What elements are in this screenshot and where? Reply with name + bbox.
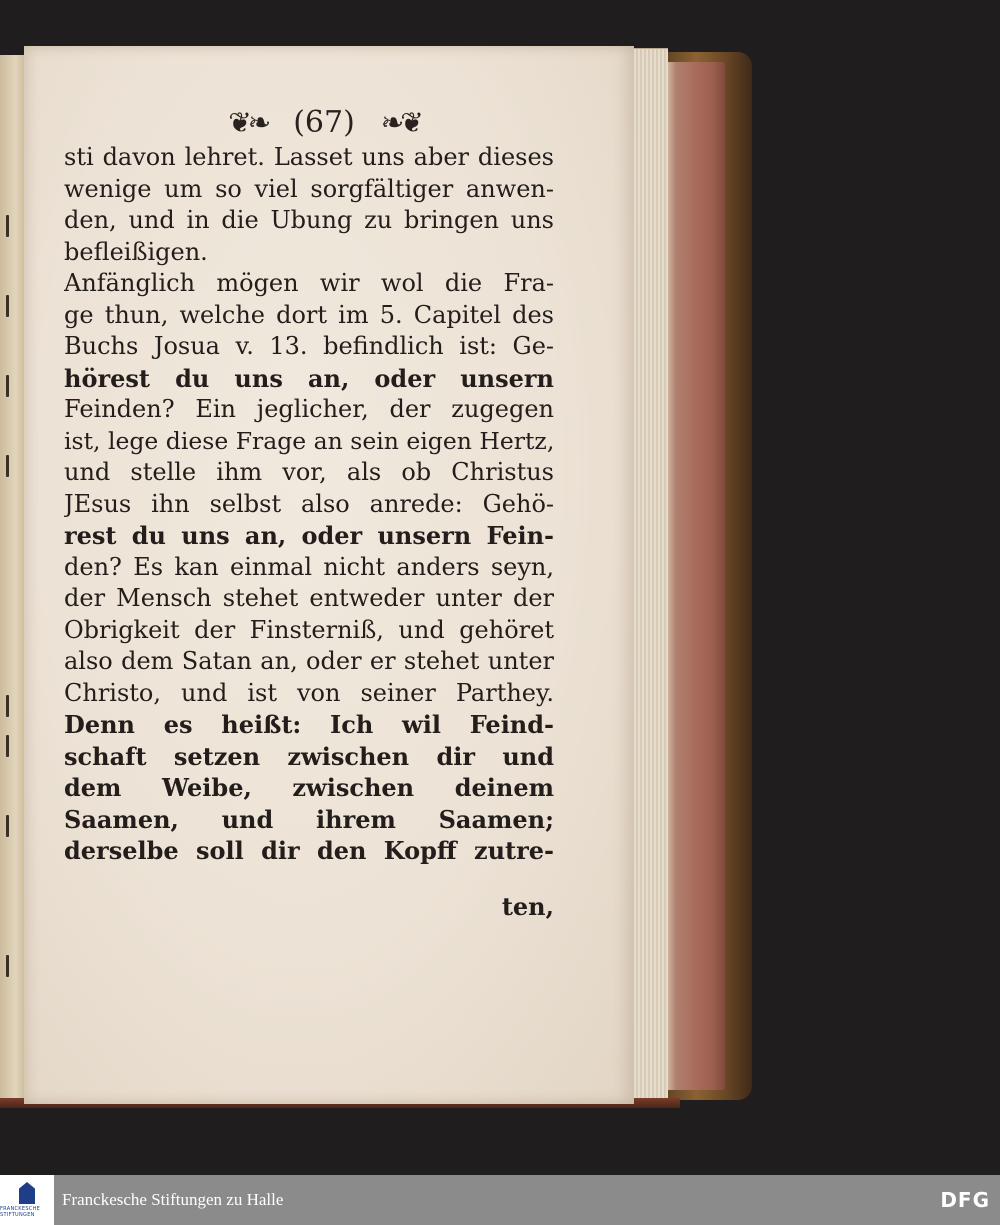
ornament-left-icon: ❦❧: [228, 105, 268, 139]
left-page-edge: [0, 55, 27, 1105]
text-line: ist, lege diese Frage an sein eigen Hertz,: [64, 426, 554, 455]
logo-text: FRANCKESCHE STIFTUNGEN: [0, 1206, 41, 1218]
text-line: derselbe soll dir den Kopff zutre-: [64, 836, 554, 865]
text-line: sti davon lehret. Lasset uns aber dieses: [64, 143, 554, 171]
footer-bar: [0, 1175, 1000, 1225]
text-line: Christo, und ist von seiner Parthey.: [64, 678, 554, 707]
text-line: hörest du uns an, oder unsern: [64, 363, 554, 393]
footer-title[interactable]: Franckesche Stiftungen zu Halle: [62, 1190, 284, 1209]
text-line: Denn es heißt: Ich wil Feind-: [64, 710, 554, 739]
text-line: Buchs Josua v. 13. befindlich ist: Ge-: [64, 332, 554, 360]
left-page-text-traces: [6, 175, 12, 995]
text-line: Obrigkeit der Finsterniß, und gehöret: [64, 615, 554, 644]
text-line: dem Weibe, zwischen deinem: [64, 773, 554, 802]
text-line: Feinden? Ein jeglicher, der zugegen: [64, 395, 554, 423]
dfg-logo[interactable]: DFG: [940, 1188, 990, 1212]
text-line: den? Es kan einmal nicht anders seyn,: [64, 552, 554, 581]
text-line: den, und in die Ubung zu bringen uns: [64, 206, 554, 234]
text-line: ge thun, welche dort im 5. Capitel des: [64, 300, 554, 329]
book-page: [24, 46, 634, 1104]
text-line: Saamen, und ihrem Saamen;: [64, 804, 554, 834]
text-line: schaft setzen zwischen dir und: [64, 741, 554, 771]
text-line: wenige um so viel sorgfältiger anwen-: [64, 174, 554, 203]
text-line: der Mensch stehet entweder unter der: [64, 584, 554, 612]
text-line: Anfänglich mögen wir wol die Fra-: [64, 269, 554, 297]
page-number: (67): [293, 104, 355, 140]
page-body-text: [64, 142, 554, 867]
text-line: und stelle ihm vor, als ob Christus: [64, 458, 554, 486]
page-header: [184, 100, 464, 144]
text-line: JEsus ihn selbst also anrede: Gehö-: [64, 489, 554, 518]
ornament-right-icon: ❧❦: [380, 105, 420, 139]
fore-edge: [665, 62, 725, 1090]
catchword: ten,: [501, 892, 554, 921]
text-line: rest du uns an, oder unsern Fein-: [64, 521, 554, 550]
text-line: also dem Satan an, oder er stehet unter: [64, 647, 554, 675]
footer-logo[interactable]: [0, 1175, 54, 1225]
building-icon: [19, 1182, 35, 1204]
text-line: befleißigen.: [64, 237, 208, 266]
